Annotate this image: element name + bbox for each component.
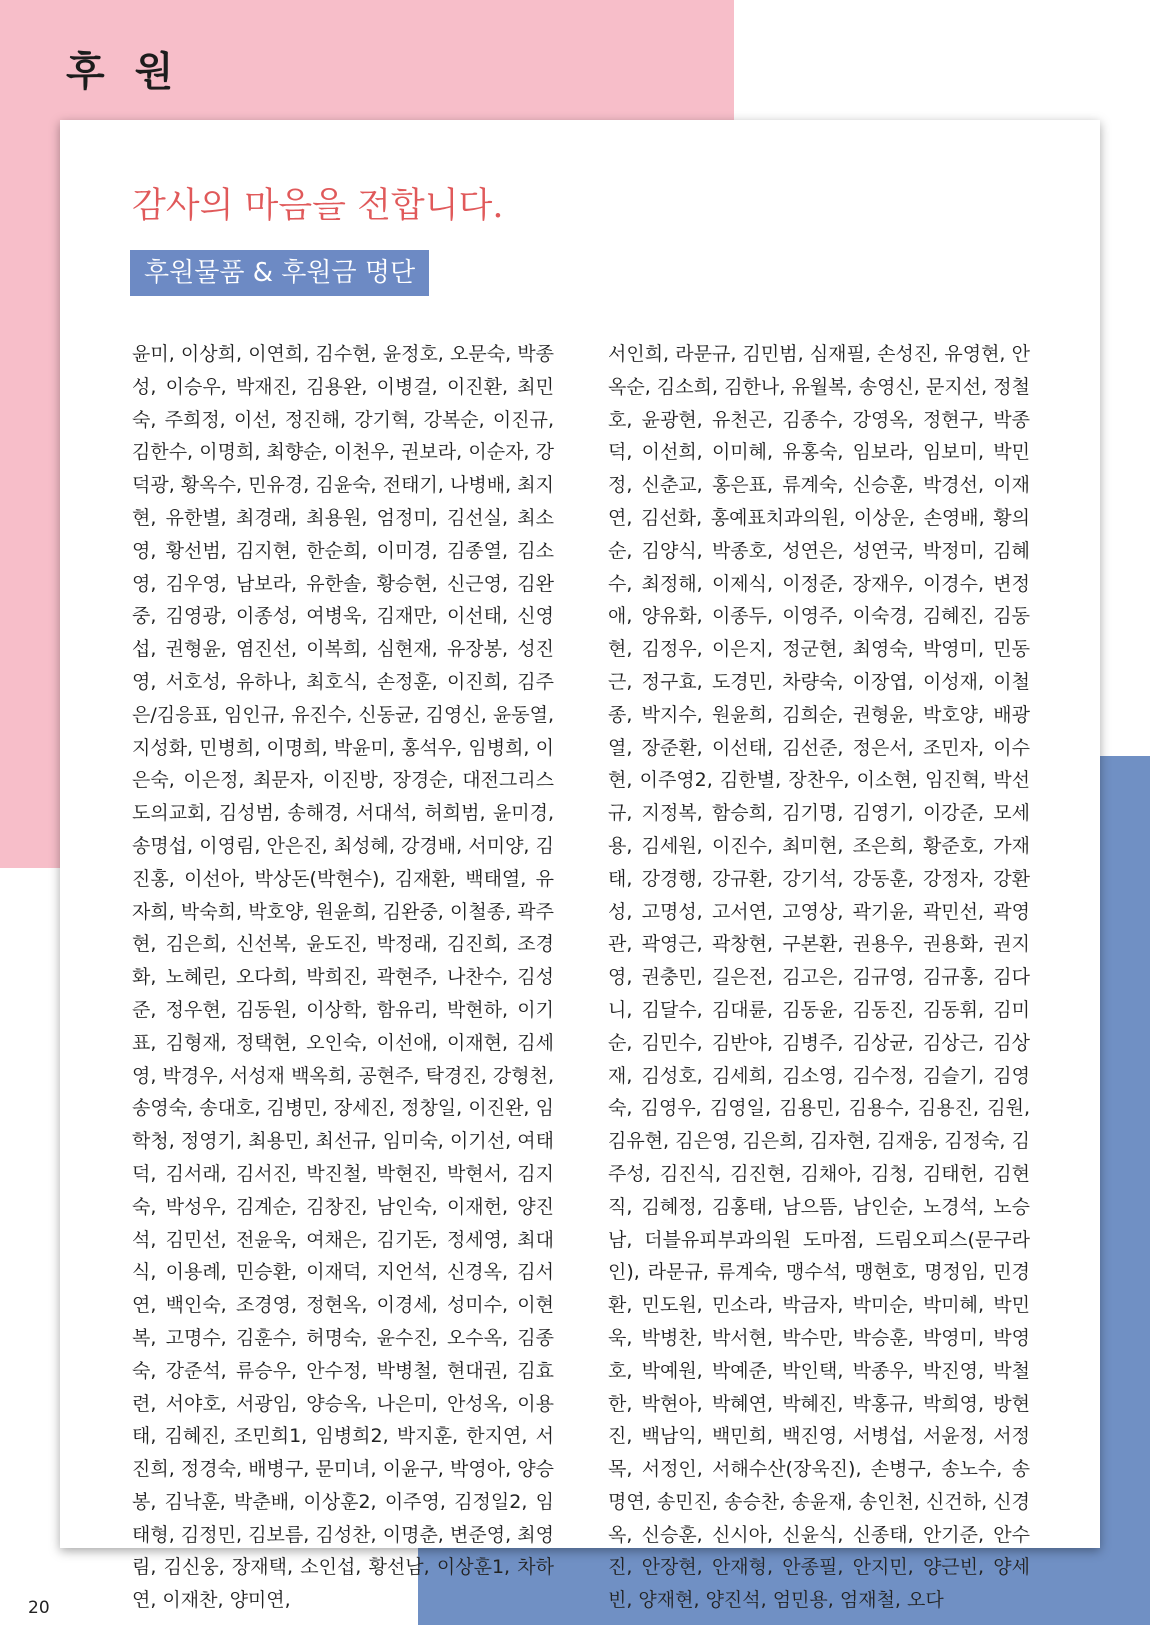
section-title: 후 원: [66, 49, 182, 95]
donor-list-badge: 후원물품 & 후원금 명단: [130, 250, 429, 296]
donor-names-left-column: 윤미, 이상희, 이연희, 김수현, 윤정호, 오문숙, 박종성, 이승우, 박재진, 김용완, 이병걸, 이진환, 최민숙, 주희정, 이선, 정진해, 강기혁, 강복순, 이진규, 김한수, 이명희, 최향순, 이천우, 권보라, 이순자, 강덕광, 황옥수, 민유경, 김윤숙, 전태기, 나병배, 최지현, 유한별, 최경래, 최용원, 엄정미, 김선실, 최소영, 황선범, 김지현, 한순희, 이미경, 김종열, 김소영, 김우영, 남보라, 유한솔, 황승현, 신근영, 김완중, 김영광, 이종성, 여병욱, 김재만, 이선태, 신영섭, 권형윤, 염진선, 이복희, 심현재, 유장봉, 성진영, 서호성, 유하나, 최호식, 손정훈, 이진희, 김주은/김응표, 임인규, 유진수, 신동균, 김영신, 윤동열, 지성화, 민병희, 이명희, 박윤미, 홍석우, 임병희, 이은숙, 이은정, 최문자, 이진방, 장경순, 대전그리스도의교회, 김성범, 송해경, 서대석, 허희범, 윤미경, 송명섭, 이영림, 안은진, 최성혜, 강경배, 서미양, 김진홍, 이선아, 박상돈(박현수), 김재환, 백태열, 유자희, 박숙희, 박호양, 원윤희, 김완중, 이철종, 곽주현, 김은희, 신선복, 윤도진, 박정래, 김진희, 조경화, 노혜린, 오다희, 박희진, 곽현주, 나찬수, 김성준, 정우현, 김동원, 이상학, 함유리, 박현하, 이기표, 김형재, 정택현, 오인숙, 이선애, 이재현, 김세영, 박경우, 서성재 백옥희, 공현주, 탁경진, 강형천, 송영숙, 송대호, 김병민, 장세진, 정창일, 이진완, 임학청, 정영기, 최용민, 최선규, 임미숙, 이기선, 여태덕, 김서래, 김서진, 박진철, 박현진, 박현서, 김지숙, 박성우, 김계순, 김창진, 남인숙, 이재헌, 양진석, 김민선, 전윤욱, 여채은, 김기돈, 정세영, 최대식, 이용례, 민승환, 이재덕, 지언석, 신경옥, 김서연, 백인숙, 조경영, 정현옥, 이경세, 성미수, 이현복, 고명수, 김훈수, 허명숙, 윤수진, 오수옥, 김종숙, 강준석, 류승우, 안수정, 박병철, 현대권, 김효련, 서야호, 서광임, 양승옥, 나은미, 안성옥, 이용태, 김혜진, 조민희1, 임병희2, 박지훈, 한지연, 서진희, 정경숙, 배병구, 문미녀, 이윤구, 박영아, 양승봉, 김낙훈, 박춘배, 이상훈2, 이주영, 김정일2, 임태형, 김정민, 김보름, 김성찬, 이명춘, 변준영, 최영림, 김신웅, 장재택, 소인섭, 황선남, 이상훈1, 차하연, 이재찬, 양미연,: [132, 343, 554, 1612]
donor-names-right-column: 서인희, 라문규, 김민범, 심재필, 손성진, 유영현, 안옥순, 김소희, 김한나, 유월복, 송영신, 문지선, 정철호, 윤광현, 유천곤, 김종수, 강영옥, 정현구, 박종덕, 이선희, 이미혜, 유홍숙, 임보라, 임보미, 박민정, 신춘교, 홍은표, 류계숙, 신승훈, 박경선, 이재연, 김선화, 홍예표치과의원, 이상운, 손영배, 황의순, 김양식, 박종호, 성연은, 성연국, 박정미, 김혜수, 최정해, 이제식, 이정준, 장재우, 이경수, 변정애, 양유화, 이종두, 이영주, 이숙경, 김혜진, 김동현, 김정우, 이은지, 정군현, 최영숙, 박영미, 민동근, 정구효, 도경민, 차량숙, 이장엽, 이성재, 이철종, 박지수, 원윤희, 김희순, 권형윤, 박호양, 배광열, 장준환, 이선태, 김선준, 정은서, 조민자, 이수현, 이주영2, 김한별, 장찬우, 이소현, 임진혁, 박선규, 지정복, 함승희, 김기명, 김영기, 이강준, 모세용, 김세원, 이진수, 최미현, 조은희, 황준호, 가재태, 강경행, 강규환, 강기석, 강동훈, 강정자, 강환성, 고명성, 고서연, 고영상, 곽기윤, 곽민선, 곽영관, 곽영근, 곽창현, 구본환, 권용우, 권용화, 권지영, 권충민, 길은전, 김고은, 김규영, 김규홍, 김다니, 김달수, 김대륜, 김동윤, 김동진, 김동휘, 김미순, 김민수, 김반야, 김병주, 김상균, 김상근, 김상재, 김성호, 김세희, 김소영, 김수정, 김슬기, 김영숙, 김영우, 김영일, 김용민, 김용수, 김용진, 김원, 김유현, 김은영, 김은희, 김자현, 김재웅, 김정숙, 김주성, 김진식, 김진현, 김채아, 김청, 김태헌, 김현직, 김혜정, 김홍태, 남으뜸, 남인순, 노경석, 노승남, 더블유피부과의원 도마점, 드림오피스(문구라인), 라문규, 류계숙, 맹수석, 맹현호, 명정임, 민경환, 민도원, 민소라, 박금자, 박미순, 박미혜, 박민욱, 박병찬, 박서현, 박수만, 박승훈, 박영미, 박영호, 박예원, 박예준, 박인택, 박종우, 박진영, 박철한, 박현아, 박혜연, 박혜진, 박홍규, 박희영, 방현진, 백남익, 백민희, 백진영, 서병섭, 서윤정, 서정목, 서정인, 서해수산(장욱진), 손병구, 송노수, 송명연, 송민진, 송승찬, 송윤재, 송인천, 신건하, 신경옥, 신승훈, 신시아, 신윤식, 신종태, 안기준, 안수진, 안장현, 안재형, 안종필, 안지민, 양근빈, 양세빈, 양재현, 양진석, 엄민용, 엄재철, 오다: [608, 343, 1030, 1612]
donor-list-card: [60, 120, 1100, 1612]
thank-you-headline: 감사의 마음을 전합니다.: [132, 186, 504, 226]
page-number: 20: [28, 1598, 50, 1618]
